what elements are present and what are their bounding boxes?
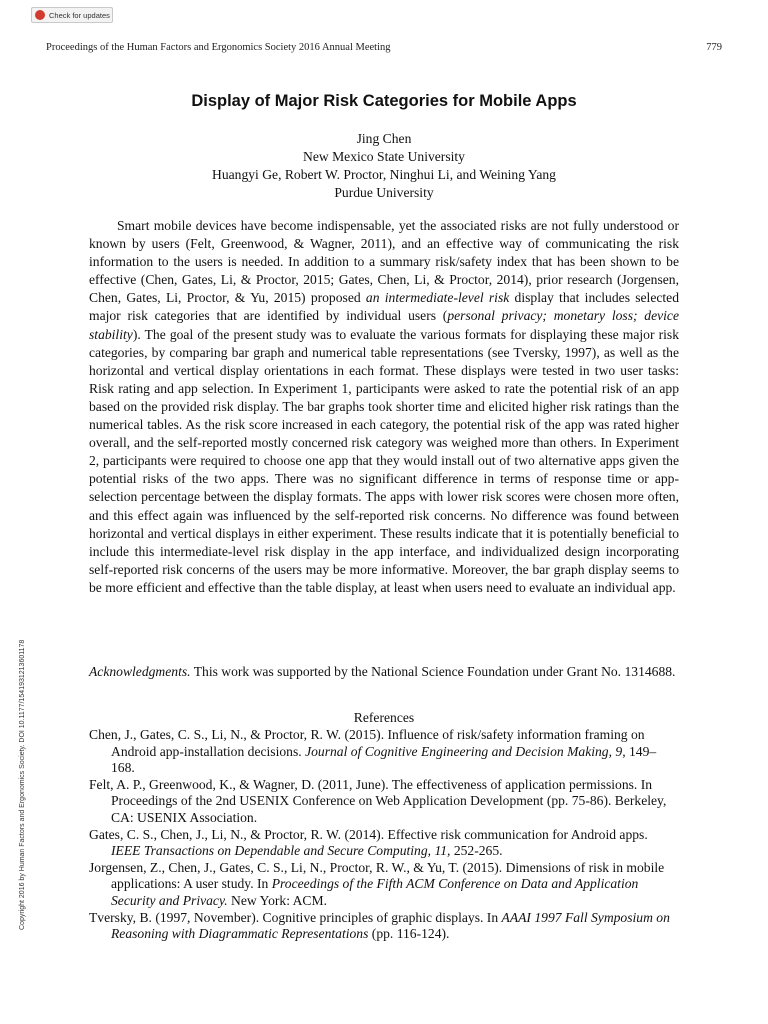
- reference-text: (pp. 116-124).: [368, 926, 450, 942]
- reference-item: [89, 860, 679, 910]
- check-for-updates-button[interactable]: [31, 7, 113, 23]
- abstract-text: display that includes selected major risk categories that are identified by individual users (: [89, 290, 680, 324]
- reference-text: Felt, A. P., Greenwood, K., & Wagner, D. (2011, June). The effectiveness of application permissions. In Proceedings of the 2nd USENIX Conference on Web Application Development (pp. 75-86). Berkeley, CA: USENIX Association.: [89, 776, 667, 825]
- acknowledgments-label: Acknowledgments.: [89, 664, 191, 679]
- acknowledgments-text: This work was supported by the National Science Foundation under Grant No. 1314688.: [190, 664, 676, 679]
- author-block: [0, 130, 768, 202]
- check-for-updates-label: Check for updates: [49, 10, 110, 20]
- acknowledgments: [89, 663, 679, 680]
- reference-item: [89, 727, 679, 777]
- copyright-notice: Copyright 2016 by Human Factors and Ergonomics Society. DOI 10.1177/1541931213601178: [19, 639, 26, 930]
- author-affiliation: New Mexico State University: [303, 149, 465, 164]
- reference-text: Chen, J., Gates, C. S., Li, N., & Proctor, R. W. (2015). Influence of risk/safety information framing on Android app-installation decisions.: [89, 727, 645, 759]
- reference-source: AAAI 1997 Fall Symposium on Reasoning with Diagrammatic Representations: [111, 909, 670, 942]
- author-name: Jing Chen: [356, 131, 412, 146]
- references-list: [89, 727, 679, 943]
- reference-text: Jorgensen, Z., Chen, J., Gates, C. S., Li, N., Proctor, R. W., & Yu, T. (2015). Dimensions of risk in mobile applications: A user study. In: [89, 859, 665, 892]
- reference-source: Journal of Cognitive Engineering and Decision Making, 9,: [305, 743, 626, 759]
- reference-text: Tversky, B. (1997, November). Cognitive principles of graphic displays. In: [89, 909, 502, 925]
- abstract-italic-categories: personal privacy; monetary loss; device stability: [89, 308, 679, 342]
- reference-source: Proceedings of the Fifth ACM Conference on Data and Application Security and Privacy.: [111, 876, 639, 908]
- abstract-text: Smart mobile devices have become indispensable, yet the associated risks are not fully understood or known by users (Felt, Greenwood, & Wagner, 2011), and an effective way of communicating the risk information to the users is needed. In addition to a summary risk/safety index that has been shown to be effective (Chen, Gates, Li, & Proctor, 2015; Gates, Chen, Li, & Proctor, 2014), prior research (Jorgensen, Chen, Gates, Li, Proctor, & Yu, 2015) proposed: [89, 218, 679, 306]
- reference-text: 149–168.: [111, 743, 657, 776]
- crossmark-icon: [35, 10, 45, 20]
- abstract-italic-term: an intermediate-level risk: [365, 290, 510, 306]
- page-number: 779: [706, 42, 722, 53]
- reference-text: Gates, C. S., Chen, J., Li, N., & Proctor, R. W. (2014). Effective risk communication for Android apps.: [89, 826, 648, 842]
- reference-text: New York: ACM.: [227, 892, 327, 908]
- author-affiliation: Purdue University: [334, 185, 434, 200]
- reference-item: [89, 777, 679, 827]
- abstract: [89, 217, 679, 597]
- reference-text: 252-265.: [450, 843, 503, 859]
- reference-item: [89, 910, 679, 943]
- reference-item: [89, 827, 679, 860]
- abstract-text: ). The goal of the present study was to evaluate the various formats for displaying these major risk categories, by comparing bar graph and numerical table representations (see Tversky, 1997), as well as the horizontal and vertical display orientations in each format. These displays were tested in two user tasks: Risk rating and app selection. In Experiment 1, participants were asked to rate the potential risk of an app based on the provided risk display. The bar graphs took shorter time and elicited higher risk ratings than the numerical tables. As the risk score increased in each category, the potential risk of the app was rated higher overall, and the self-reported mostly concerned risk category was weighed more than others. In Experiment 2, participants were required to choose one app that they would install out of two alternative apps given the potential risks of the two apps. There was no significant difference in terms of response time or app-selection percentage between the display formats. The apps with lower risk scores were chosen more often, and this effect again was influenced by the self-reported risk concerns. No difference was found between horizontal and vertical displays in either experiment. These results indicate that it is potentially beneficial to include this intermediate-level risk display in the app interface, and individualized design incorporating self-reported risk concerns of the users may be more informative. Moreover, the bar graph display seems to be more efficient and effective than the table display, at least when users need to evaluate an individual app.: [89, 326, 679, 595]
- paper-title: Display of Major Risk Categories for Mobile Apps: [191, 92, 577, 110]
- reference-source: IEEE Transactions on Dependable and Secure Computing, 11,: [111, 843, 451, 859]
- references-heading: References: [353, 710, 415, 725]
- author-names: Huangyi Ge, Robert W. Proctor, Ninghui Li, and Weining Yang: [212, 167, 556, 182]
- running-head: Proceedings of the Human Factors and Ergonomics Society 2016 Annual Meeting: [46, 42, 391, 53]
